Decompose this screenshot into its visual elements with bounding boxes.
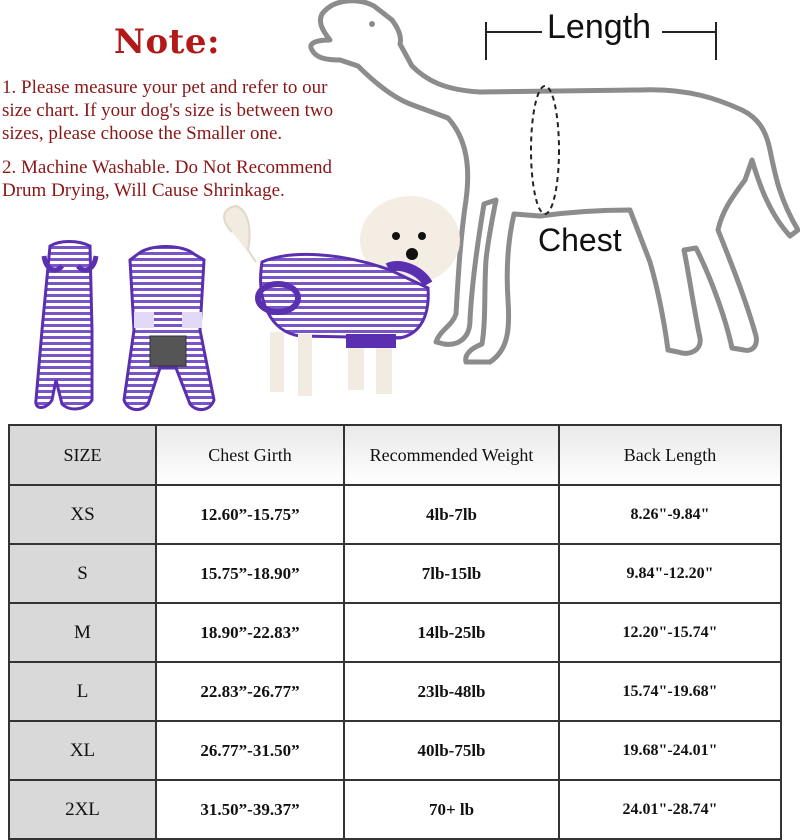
header-size: SIZE	[9, 425, 156, 485]
header-back-length: Back Length	[559, 425, 781, 485]
garment-back-icon	[124, 247, 214, 410]
chest-girth-cell: 12.60”-15.75”	[156, 485, 344, 544]
back-length-cell: 9.84"-12.20"	[559, 544, 781, 603]
size-chart-table	[8, 424, 782, 840]
chest-girth-cell: 26.77”-31.50”	[156, 721, 344, 780]
back-length-cell: 19.68"-24.01"	[559, 721, 781, 780]
size-cell: L	[9, 662, 156, 721]
weight-cell: 7lb-15lb	[344, 544, 559, 603]
table-header-row	[9, 425, 781, 485]
back-length-cell: 12.20"-15.74"	[559, 603, 781, 662]
size-cell: XL	[9, 721, 156, 780]
weight-cell: 4lb-7lb	[344, 485, 559, 544]
note-title: Note:	[113, 22, 221, 62]
table-row	[9, 485, 781, 544]
table-row	[9, 544, 781, 603]
dog-photo-icon	[224, 196, 460, 396]
garment-front-icon	[36, 242, 96, 409]
back-length-cell: 8.26"-9.84"	[559, 485, 781, 544]
note-item-1-line-a: 1. Please measure your pet and refer to our	[2, 77, 328, 98]
size-cell: S	[9, 544, 156, 603]
note-item-1-line-b: size chart. If your dog's size is between two	[2, 100, 334, 121]
chest-indicator-icon	[531, 86, 559, 214]
length-label: Length	[547, 8, 651, 46]
weight-cell: 70+ lb	[344, 780, 559, 839]
chest-label: Chest	[538, 222, 622, 258]
size-cell: XS	[9, 485, 156, 544]
chest-girth-cell: 31.50”-39.37”	[156, 780, 344, 839]
dog-eye-icon	[369, 21, 375, 27]
table-row	[9, 662, 781, 721]
weight-cell: 14lb-25lb	[344, 603, 559, 662]
chest-girth-cell: 18.90”-22.83”	[156, 603, 344, 662]
note-item-2-line-a: 2. Machine Washable. Do Not Recommend	[2, 157, 333, 178]
table-row	[9, 721, 781, 780]
back-length-cell: 15.74"-19.68"	[559, 662, 781, 721]
header-chest-girth: Chest Girth	[156, 425, 344, 485]
chest-girth-cell: 22.83”-26.77”	[156, 662, 344, 721]
header-recommended-weight: Recommended Weight	[344, 425, 559, 485]
size-cell: M	[9, 603, 156, 662]
back-length-cell: 24.01"-28.74"	[559, 780, 781, 839]
table-row	[9, 603, 781, 662]
chest-girth-cell: 15.75”-18.90”	[156, 544, 344, 603]
size-cell: 2XL	[9, 780, 156, 839]
table-row	[9, 780, 781, 839]
weight-cell: 23lb-48lb	[344, 662, 559, 721]
note-item-1-line-c: sizes, please choose the Smaller one.	[2, 123, 283, 144]
note-item-2-line-b: Drum Drying, Will Cause Shrinkage.	[2, 180, 285, 201]
weight-cell: 40lb-75lb	[344, 721, 559, 780]
